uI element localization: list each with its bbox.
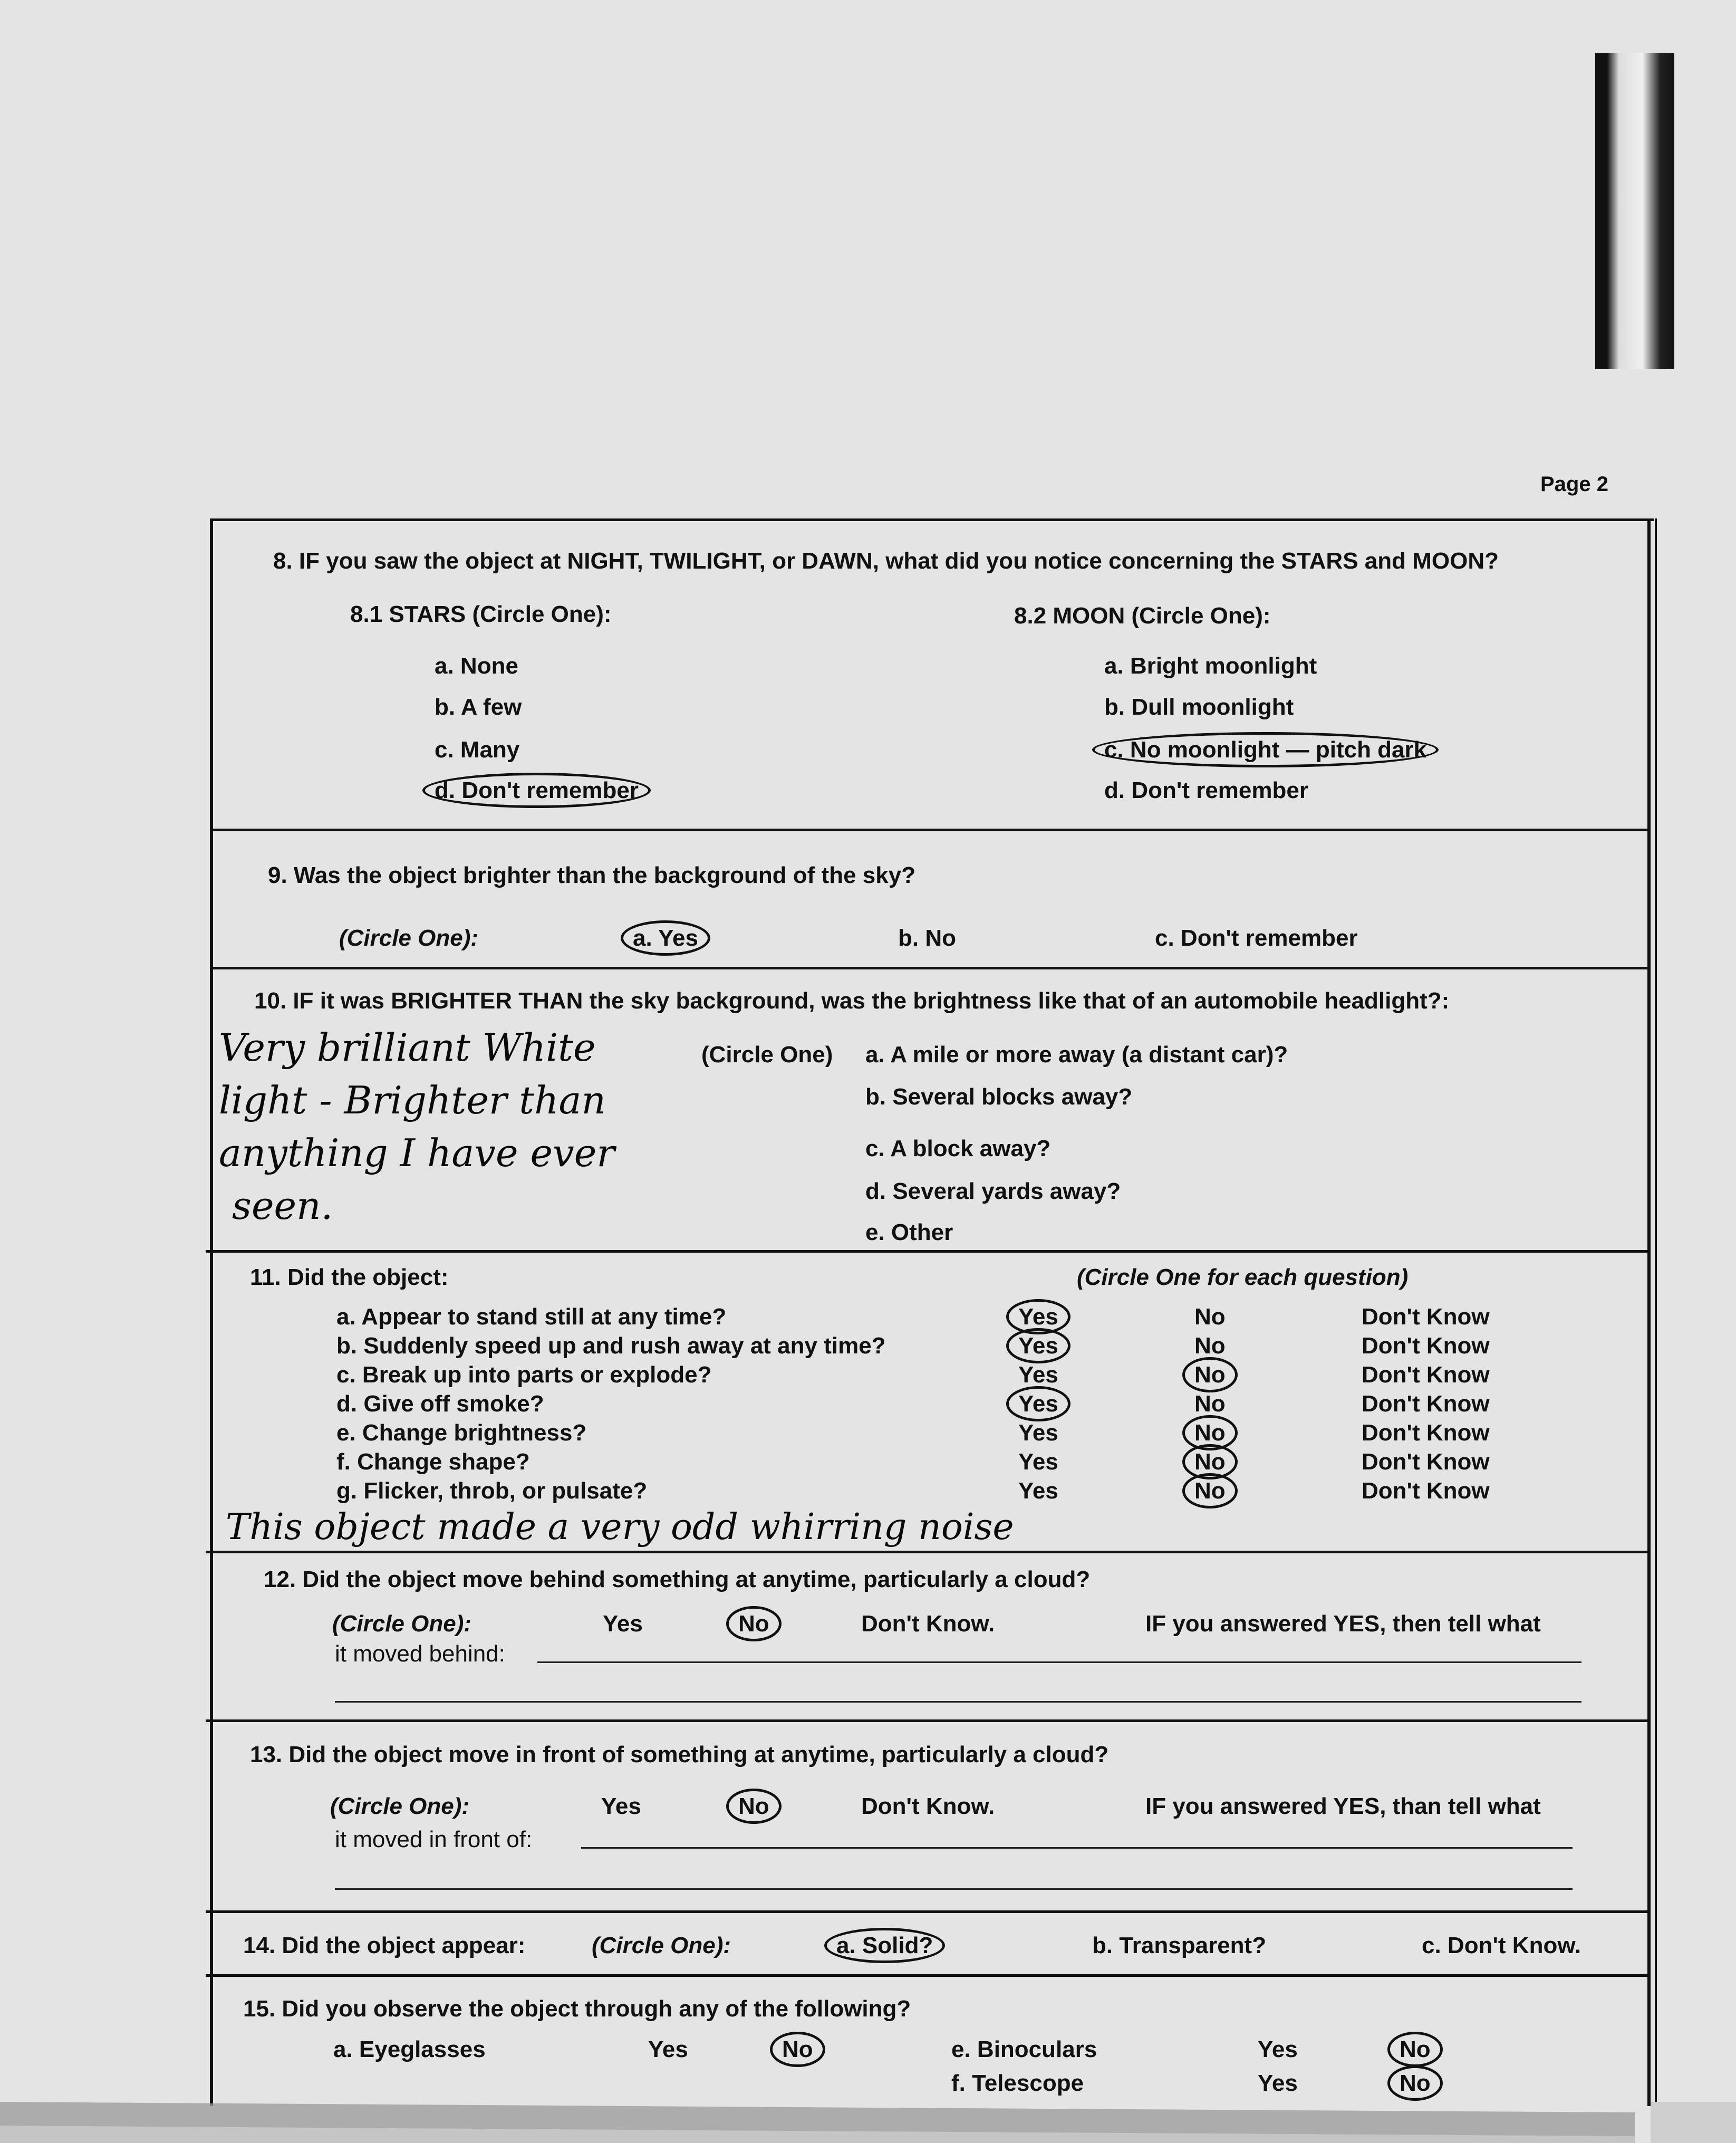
q15-question: 15. Did you observe the object through any of the following? (243, 1996, 911, 2022)
q13-yes[interactable]: Yes (601, 1793, 641, 1819)
q10-option-b[interactable]: b. Several blocks away? (865, 1084, 1133, 1110)
stars-option-c[interactable]: c. Many (435, 737, 520, 763)
q8-stars-heading: 8.1 STARS (Circle One): (350, 601, 612, 627)
q15-row-label: f. Telescope (951, 2070, 1084, 2096)
q11-no[interactable]: No (1194, 1304, 1226, 1330)
divider (206, 1250, 1650, 1253)
q12-question: 12. Did the object move behind something at anytime, particularly a cloud? (264, 1567, 1091, 1592)
q9-option-b[interactable]: b. No (898, 925, 956, 951)
q11-no-circled[interactable]: No (1182, 1357, 1238, 1392)
form-border-left (210, 518, 213, 2106)
q12-yes[interactable]: Yes (603, 1611, 643, 1637)
divider (206, 1551, 1650, 1553)
q9-question: 9. Was the object brighter than the background of the sky? (268, 862, 916, 888)
stars-option-a[interactable]: a. None (435, 653, 518, 679)
q11-row-label: c. Break up into parts or explode? (336, 1362, 712, 1388)
divider (212, 967, 1650, 969)
q13-followup2: it moved in front of: (335, 1827, 533, 1852)
q10-option-c[interactable]: c. A block away? (865, 1136, 1051, 1161)
q13-instruction: (Circle One): (330, 1793, 470, 1819)
q13-answer-line[interactable] (581, 1847, 1573, 1849)
q11-don-t-know[interactable]: Don't Know (1362, 1420, 1490, 1446)
q13-followup: IF you answered YES, than tell what (1145, 1793, 1541, 1819)
q15-no-circled[interactable]: No (1387, 2032, 1443, 2067)
divider (206, 1719, 1650, 1722)
q11-don-t-know[interactable]: Don't Know (1362, 1304, 1490, 1330)
q12-followup2: it moved behind: (335, 1641, 505, 1667)
q10-handwriting-line: anything I have ever (219, 1131, 615, 1175)
q13-answer-line-2[interactable] (335, 1888, 1573, 1890)
q12-dont-know[interactable]: Don't Know. (861, 1611, 995, 1637)
q11-row-label: b. Suddenly speed up and rush away at any time? (336, 1333, 886, 1359)
q11-no[interactable]: No (1194, 1333, 1226, 1359)
q11-yes[interactable]: Yes (1018, 1478, 1058, 1504)
q15-yes[interactable]: Yes (1258, 2036, 1298, 2062)
scan-shadow (0, 2102, 1736, 2143)
moon-option-c-circled[interactable]: c. No moonlight — pitch dark (1092, 732, 1439, 767)
q10-option-a[interactable]: a. A mile or more away (a distant car)? (865, 1042, 1288, 1068)
q12-followup: IF you answered YES, then tell what (1145, 1611, 1541, 1637)
q11-yes-circled[interactable]: Yes (1006, 1328, 1070, 1363)
q14-instruction: (Circle One): (592, 1933, 731, 1958)
q11-yes[interactable]: Yes (1018, 1362, 1058, 1388)
q10-handwriting-line: seen. (232, 1184, 333, 1228)
q15-no-circled[interactable]: No (770, 2032, 825, 2067)
q11-yes-circled[interactable]: Yes (1006, 1299, 1070, 1334)
q13-no-circled[interactable]: No (726, 1789, 782, 1824)
q10-handwriting-line: light - Brighter than (219, 1078, 606, 1122)
q11-yes-circled[interactable]: Yes (1006, 1386, 1070, 1421)
q12-answer-line-2[interactable] (335, 1701, 1581, 1703)
q12-answer-line[interactable] (537, 1661, 1581, 1663)
q15-yes[interactable]: Yes (648, 2036, 688, 2062)
q10-handwriting-line: Very brilliant White (219, 1025, 596, 1070)
q15-yes[interactable]: Yes (1258, 2070, 1298, 2096)
q14-option-b[interactable]: b. Transparent? (1092, 1933, 1267, 1958)
q14-option-a-circled[interactable]: a. Solid? (824, 1928, 945, 1963)
q13-question: 13. Did the object move in front of something at anytime, particularly a cloud? (250, 1742, 1109, 1767)
q11-don-t-know[interactable]: Don't Know (1362, 1391, 1490, 1417)
q12-no-circled[interactable]: No (726, 1606, 782, 1641)
divider (212, 829, 1650, 831)
q8-question: 8. IF you saw the object at NIGHT, TWILIGHT, or DAWN, what did you notice concerning the STARS and MOON? (273, 548, 1499, 574)
q11-yes[interactable]: Yes (1018, 1449, 1058, 1475)
q11-row-label: g. Flicker, throb, or pulsate? (336, 1478, 648, 1504)
q10-option-e[interactable]: e. Other (865, 1219, 953, 1245)
q11-handwritten-note: This object made a very odd whirring noise (226, 1506, 1014, 1548)
page-label: Page 2 (1540, 473, 1608, 496)
q11-don-t-know[interactable]: Don't Know (1362, 1449, 1490, 1475)
q10-instruction: (Circle One) (701, 1042, 833, 1068)
moon-option-d[interactable]: d. Don't remember (1104, 777, 1308, 803)
q11-row-label: f. Change shape? (336, 1449, 530, 1475)
q9-option-c[interactable]: c. Don't remember (1155, 925, 1358, 951)
q11-instruction: (Circle One for each question) (1077, 1264, 1409, 1290)
q11-don-t-know[interactable]: Don't Know (1362, 1478, 1490, 1504)
moon-option-a[interactable]: a. Bright moonlight (1104, 653, 1317, 679)
q11-no-circled[interactable]: No (1182, 1415, 1238, 1450)
moon-option-b[interactable]: b. Dull moonlight (1104, 694, 1294, 720)
q8-moon-heading: 8.2 MOON (Circle One): (1014, 603, 1271, 629)
divider (206, 1974, 1650, 1977)
q11-don-t-know[interactable]: Don't Know (1362, 1362, 1490, 1388)
q14-option-c[interactable]: c. Don't Know. (1422, 1933, 1581, 1958)
q10-question: 10. IF it was BRIGHTER THAN the sky background, was the brightness like that of an automobile headlight?: (254, 988, 1450, 1014)
form-border-top (212, 518, 1654, 521)
stars-option-b[interactable]: b. A few (435, 694, 522, 720)
q11-question: 11. Did the object: (250, 1264, 449, 1290)
form-border-right (1647, 518, 1651, 2106)
q13-dont-know[interactable]: Don't Know. (861, 1793, 995, 1819)
q11-no-circled[interactable]: No (1182, 1444, 1238, 1479)
q12-instruction: (Circle One): (332, 1611, 472, 1637)
q10-option-d[interactable]: d. Several yards away? (865, 1178, 1121, 1204)
q15-row-label: e. Binoculars (951, 2036, 1097, 2062)
q15-no-circled[interactable]: No (1387, 2065, 1443, 2101)
q11-no[interactable]: No (1194, 1391, 1226, 1417)
q11-no-circled[interactable]: No (1182, 1473, 1238, 1508)
stars-option-d-circled[interactable]: d. Don't remember (422, 773, 651, 808)
q14-question: 14. Did the object appear: (243, 1933, 526, 1958)
divider (206, 1910, 1650, 1913)
q9-instruction: (Circle One): (339, 925, 479, 951)
q11-row-label: a. Appear to stand still at any time? (336, 1304, 727, 1330)
q11-row-label: d. Give off smoke? (336, 1391, 544, 1417)
q15-row-label: a. Eyeglasses (333, 2036, 486, 2062)
film-edge-mark (1595, 53, 1674, 369)
q11-row-label: e. Change brightness? (336, 1420, 587, 1446)
form-border-right-outer (1655, 518, 1657, 2106)
q11-don-t-know[interactable]: Don't Know (1362, 1333, 1490, 1359)
q11-yes[interactable]: Yes (1018, 1420, 1058, 1446)
q9-option-a-circled[interactable]: a. Yes (621, 920, 710, 956)
